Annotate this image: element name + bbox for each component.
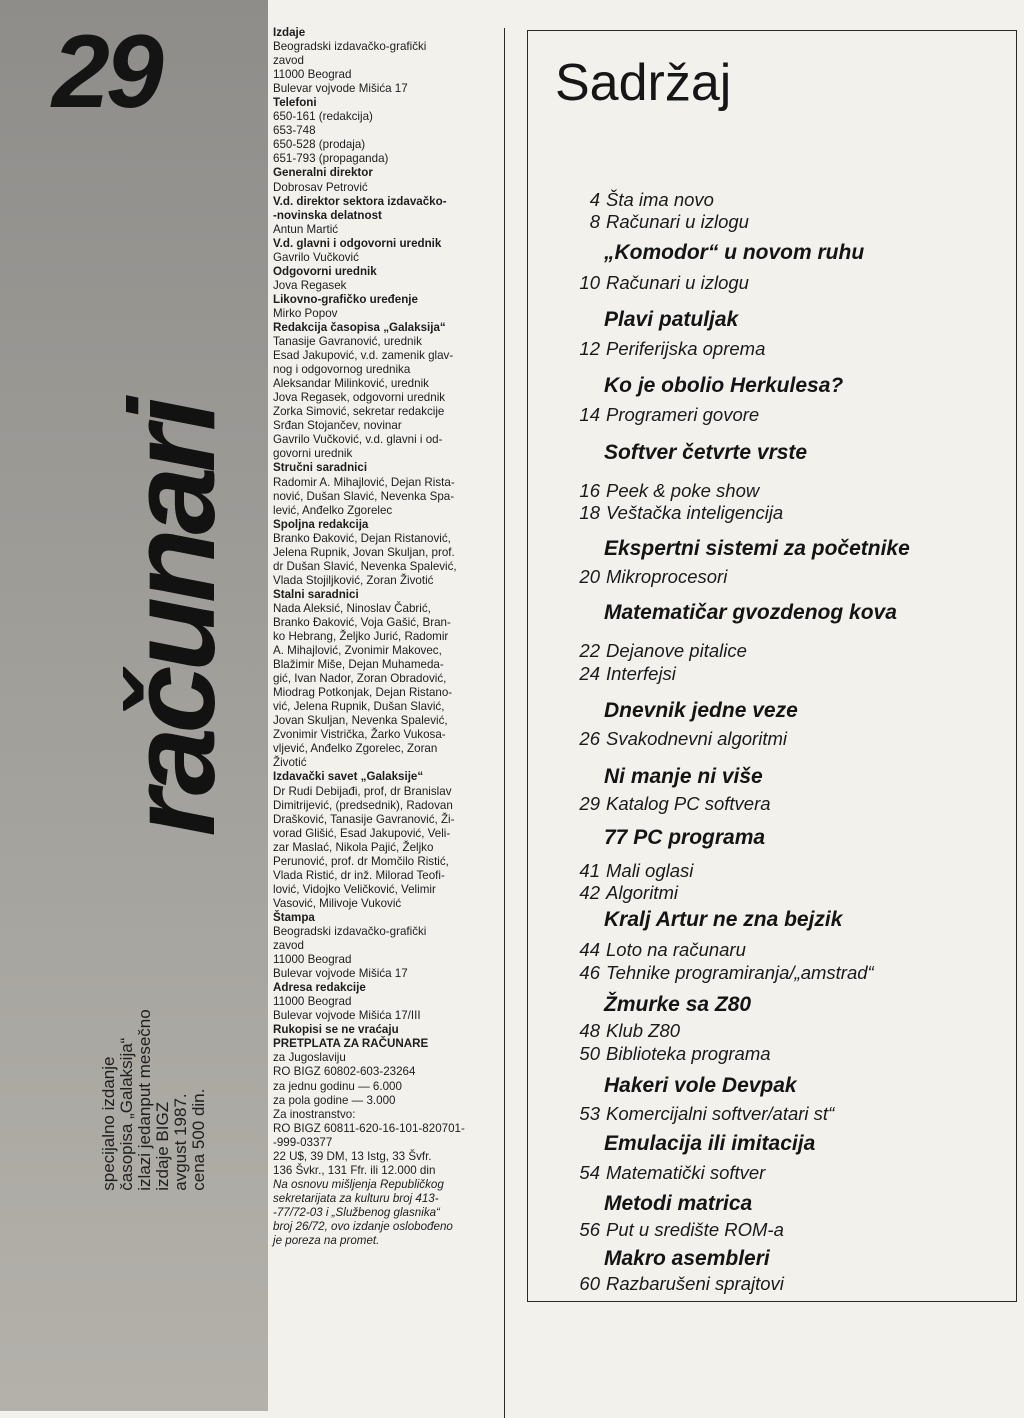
masthead-line: Beogradski izdavačko-grafički <box>273 40 427 54</box>
masthead-line: zavod <box>273 939 304 953</box>
toc-feature-title: Dnevnik jedne veze <box>604 699 798 722</box>
masthead-line: Za inostranstvo: <box>273 1107 356 1121</box>
masthead-line: sekretarijata za kulturu broj 413- <box>273 1191 439 1205</box>
masthead-line: Na osnovu mišljenja Republičkog <box>273 1177 444 1191</box>
masthead-line: Miodrag Potkonjak, Dejan Ristano- <box>273 686 453 700</box>
toc-entry <box>528 189 714 211</box>
masthead-line: Bulevar vojvode Mišića 17 <box>273 967 408 981</box>
masthead-line: nović, Dušan Slavić, Nevenka Spa- <box>273 489 455 503</box>
tagline-line: specijalno izdanje <box>99 1056 118 1191</box>
toc-feature-title: 77 PC programa <box>604 826 766 849</box>
masthead-line: lović, Vidojko Veličković, Velimir <box>273 882 436 896</box>
toc-feature-title: Metodi matrica <box>604 1192 753 1215</box>
tagline-line: izdaje BIGZ <box>153 1101 172 1191</box>
masthead-line: nog i odgovornog urednika <box>273 363 411 377</box>
masthead-line: za jednu godinu — 6.000 <box>273 1079 402 1093</box>
toc-entry-title: Periferijska oprema <box>606 338 766 359</box>
masthead-line: ko Hebrang, Željko Jurić, Radomir <box>273 630 449 644</box>
toc-page-number: 24 <box>579 663 600 684</box>
masthead-line: 650-528 (prodaja) <box>273 138 366 152</box>
tagline-line: izlazi jedanput mesečno <box>135 1009 154 1191</box>
table-of-contents <box>527 30 1017 1302</box>
toc-entry <box>528 1020 680 1042</box>
toc-feature-title: Plavi patuljak <box>604 308 739 331</box>
masthead-heading: Odgovorni urednik <box>273 264 377 278</box>
masthead-line: Vasović, Milivoje Vuković <box>273 896 402 910</box>
masthead-line: RO BIGZ 60802-603-23264 <box>273 1065 416 1079</box>
masthead-heading: Rukopisi se ne vraćaju <box>273 1023 399 1037</box>
masthead-line: Jova Regasek <box>273 278 347 292</box>
toc-page-number: 12 <box>579 338 600 359</box>
toc-entry-title: Komercijalni softver/atari st“ <box>606 1103 835 1124</box>
masthead-line: 11000 Beograd <box>273 953 352 967</box>
toc-feature-title: Kralj Artur ne zna bejzik <box>604 908 843 931</box>
masthead-line: lević, Anđelko Zgorelec <box>273 503 393 517</box>
masthead-line: Antun Martić <box>273 222 339 236</box>
toc-entry <box>528 502 783 524</box>
masthead-line: broj 26/72, ovo izdanje oslobođeno <box>273 1219 453 1233</box>
toc-page-number: 8 <box>589 211 600 232</box>
masthead-line: Branko Đaković, Voja Gašić, Bran- <box>273 615 451 629</box>
toc-entry-title: Loto na računaru <box>606 939 746 960</box>
masthead-line: Vlada Stojiljković, Zoran Životić <box>273 573 434 587</box>
masthead-line: Gavrilo Vučković, v.d. glavni i od- <box>273 433 443 447</box>
masthead-heading: Izdavački savet „Galaksije“ <box>273 770 424 784</box>
toc-entry-title: Mikroprocesori <box>606 566 728 587</box>
masthead-line: Mirko Popov <box>273 306 338 320</box>
masthead-heading: Generalni direktor <box>273 166 373 180</box>
masthead-heading: Spoljna redakcija <box>273 517 369 531</box>
toc-entry <box>528 1273 784 1295</box>
toc-page-number: 54 <box>579 1162 600 1183</box>
toc-entry-title: Interfejsi <box>606 663 676 684</box>
masthead-line: Dobrosav Petrović <box>273 180 368 194</box>
toc-page-number: 16 <box>579 480 600 501</box>
toc-title: Sadržaj <box>555 54 732 112</box>
toc-entry <box>528 793 771 815</box>
tagline-line: cena 500 din. <box>189 1088 208 1191</box>
masthead-line: Bulevar vojvode Mišića 17/III <box>273 1009 421 1023</box>
masthead-heading: Štampa <box>273 910 315 924</box>
toc-entry <box>528 566 727 588</box>
toc-feature-title: Ekspertni sistemi za početnike <box>604 537 910 560</box>
masthead-line: 651-793 (propaganda) <box>273 152 389 166</box>
masthead-line: Nada Aleksić, Ninoslav Čabrić, <box>273 601 431 615</box>
toc-feature-title: „Komodor“ u novom ruhu <box>604 241 865 264</box>
toc-entry <box>528 1219 784 1241</box>
toc-page-number: 29 <box>579 793 600 814</box>
masthead-heading: Redakcija časopisa „Galaksija“ <box>273 320 446 334</box>
masthead-line: dr Dušan Slavić, Nevenka Spalević, <box>273 559 457 573</box>
masthead-line: za Jugoslaviju <box>273 1051 346 1065</box>
masthead-line: vorad Glišić, Esad Jakupović, Veli- <box>273 826 451 840</box>
masthead-line: vljević, Anđelko Zgorelec, Zoran <box>273 742 438 756</box>
toc-entry <box>528 1103 834 1125</box>
masthead-heading: Stalni saradnici <box>273 587 359 601</box>
toc-entry-title: Programeri govore <box>606 404 760 425</box>
masthead-line: Zvonimir Vistrička, Žarko Vukosa- <box>273 728 446 742</box>
masthead-line: 22 U$, 39 DM, 13 Istg, 33 Švfr. <box>273 1149 432 1163</box>
masthead-heading: PRETPLATA ZA RAČUNARE <box>273 1037 429 1051</box>
masthead-line: Srđan Stojančev, novinar <box>273 419 402 433</box>
toc-entry-title: Veštačka inteligencija <box>606 502 784 523</box>
toc-entry <box>528 1162 765 1184</box>
masthead-line: 650-161 (redakcija) <box>273 110 373 124</box>
masthead-line: 11000 Beograd <box>273 995 352 1009</box>
toc-entry-title: Peek & poke show <box>606 480 760 501</box>
toc-entry-title: Put u središte ROM-a <box>606 1219 784 1240</box>
toc-page-number: 53 <box>579 1103 600 1124</box>
toc-page-number: 4 <box>589 189 600 210</box>
toc-entry <box>528 404 759 426</box>
masthead-line: Radomir A. Mihajlović, Dejan Rista- <box>273 475 455 489</box>
cover-tagline <box>100 1009 208 1190</box>
masthead-line: Esad Jakupović, v.d. zamenik glav- <box>273 349 454 363</box>
cover-sidebar <box>0 0 268 1411</box>
masthead-line: Gavrilo Vučković <box>273 250 359 264</box>
toc-feature-title: Ni manje ni više <box>604 765 763 788</box>
masthead-line: Dimitrijević, (predsednik), Radovan <box>273 798 453 812</box>
toc-entry <box>528 939 746 961</box>
toc-entry-title: Algoritmi <box>606 882 678 903</box>
toc-page-number: 44 <box>579 939 600 960</box>
masthead-heading: Likovno-grafičko uređenje <box>273 292 418 306</box>
masthead-line: Jelena Rupnik, Jovan Skuljan, prof. <box>273 545 455 559</box>
issue-number: 29 <box>52 14 160 130</box>
toc-page-number: 18 <box>579 502 600 523</box>
toc-entry-title: Katalog PC softvera <box>606 793 771 814</box>
tagline-line: avgust 1987. <box>171 1093 190 1191</box>
toc-entry <box>528 962 874 984</box>
toc-page-number: 22 <box>579 640 600 661</box>
masthead-heading: V.d. glavni i odgovorni urednik <box>273 236 442 250</box>
toc-entry-title: Klub Z80 <box>606 1020 681 1041</box>
masthead-line: Bulevar vojvode Mišića 17 <box>273 82 408 96</box>
masthead-line: RO BIGZ 60811-620-16-101-820701- <box>273 1121 465 1135</box>
toc-entry <box>528 640 747 662</box>
toc-entry-title: Mali oglasi <box>606 860 694 881</box>
toc-entry <box>528 1043 771 1065</box>
toc-entry <box>528 338 765 360</box>
toc-feature-title: Makro asembleri <box>604 1247 770 1270</box>
masthead-line: -77/72-03 i „Službenog glasnika“ <box>273 1205 440 1219</box>
toc-entry-title: Svakodnevni algoritmi <box>606 728 787 749</box>
toc-page-number: 46 <box>579 962 600 983</box>
toc-entry <box>528 860 693 882</box>
masthead-line: Branko Đaković, Dejan Ristanović, <box>273 531 451 545</box>
toc-feature-title: Softver četvrte vrste <box>604 441 808 464</box>
column-divider <box>504 28 505 1418</box>
toc-entry-title: Računari u izlogu <box>606 272 749 293</box>
toc-entry-title: Tehnike programiranja/„amstrad“ <box>606 962 874 983</box>
masthead-line: Jova Regasek, odgovorni urednik <box>273 391 446 405</box>
masthead-line: je poreza na promet. <box>273 1234 380 1248</box>
toc-feature-title: Ko je obolio Herkulesa? <box>604 374 844 397</box>
masthead-heading: V.d. direktor sektora izdavačko- <box>273 194 447 208</box>
masthead-line: Beogradski izdavačko-grafički <box>273 925 427 938</box>
toc-entry-title: Razbarušeni sprajtovi <box>606 1273 784 1294</box>
toc-page-number: 20 <box>579 566 600 587</box>
masthead-heading: Stručni saradnici <box>273 461 368 475</box>
masthead-line: vić, Jelena Rupnik, Dušan Slavić, <box>273 700 445 714</box>
masthead-line: Dr Rudi Debijađi, prof, dr Branislav <box>273 784 452 798</box>
toc-feature-title: Hakeri vole Devpak <box>604 1074 797 1097</box>
masthead-line: za pola godine — 3.000 <box>273 1093 396 1107</box>
toc-feature-title: Žmurke sa Z80 <box>604 993 752 1016</box>
toc-page-number: 26 <box>579 728 600 749</box>
masthead-line: Zorka Simović, sekretar redakcije <box>273 405 445 419</box>
toc-entry <box>528 882 678 904</box>
toc-page-number: 60 <box>579 1273 600 1294</box>
masthead-heading: Izdaje <box>273 26 306 39</box>
masthead-line: Aleksandar Milinković, urednik <box>273 377 429 391</box>
masthead-line: gić, Ivan Nador, Zoran Obradović, <box>273 672 447 686</box>
toc-page-number: 41 <box>579 860 600 881</box>
masthead-line: govorni urednik <box>273 447 353 461</box>
masthead-heading: -novinska delatnost <box>273 208 382 222</box>
toc-feature-title: Matematičar gvozdenog kova <box>604 601 897 624</box>
masthead-line: Životić <box>273 756 307 770</box>
toc-entry <box>528 272 749 294</box>
masthead-column <box>273 26 501 1248</box>
masthead-heading: Adresa redakcije <box>273 981 366 995</box>
toc-entry-title: Računari u izlogu <box>606 211 749 232</box>
toc-feature-title: Emulacija ili imitacija <box>604 1132 816 1155</box>
toc-entry <box>528 211 749 233</box>
toc-entry <box>528 728 787 750</box>
toc-entry <box>528 480 759 502</box>
masthead-line: 11000 Beograd <box>273 68 352 82</box>
masthead-line: Drašković, Tanasije Gavranović, Ži- <box>273 812 455 826</box>
masthead-line: Perunović, prof. dr Momčilo Ristić, <box>273 854 449 868</box>
toc-page-number: 50 <box>579 1043 600 1064</box>
toc-entry-title: Matematički softver <box>606 1162 766 1183</box>
magazine-logo: računari <box>104 403 240 837</box>
masthead-line: A. Mihajlović, Zvonimir Makovec, <box>273 644 442 658</box>
masthead-line: Vlada Ristić, dr inž. Milorad Teofi- <box>273 868 445 882</box>
masthead-line: Tanasije Gavranović, urednik <box>273 335 422 349</box>
toc-page-number: 14 <box>579 404 600 425</box>
masthead-line: 136 Švkr., 131 Ffr. ili 12.000 din <box>273 1163 436 1177</box>
toc-page-number: 48 <box>579 1020 600 1041</box>
toc-entry-title: Dejanove pitalice <box>606 640 747 661</box>
masthead-line: -999-03377 <box>273 1135 333 1149</box>
toc-page-number: 10 <box>579 272 600 293</box>
toc-page-number: 42 <box>579 882 600 903</box>
masthead-line: zavod <box>273 54 304 68</box>
masthead-heading: Telefoni <box>273 96 317 110</box>
masthead-line: 653-748 <box>273 124 316 138</box>
masthead-line: Jovan Skuljan, Nevenka Spalević, <box>273 714 448 728</box>
toc-entry-title: Biblioteka programa <box>606 1043 771 1064</box>
masthead-line: zar Maslać, Nikola Pajić, Željko <box>273 840 434 854</box>
masthead-line: Blažimir Miše, Dejan Muhameda- <box>273 658 444 672</box>
tagline-line: časopisa „Galaksija“ <box>117 1037 136 1191</box>
toc-page-number: 56 <box>579 1219 600 1240</box>
toc-entry <box>528 663 676 685</box>
toc-entry-title: Šta ima novo <box>606 189 714 210</box>
